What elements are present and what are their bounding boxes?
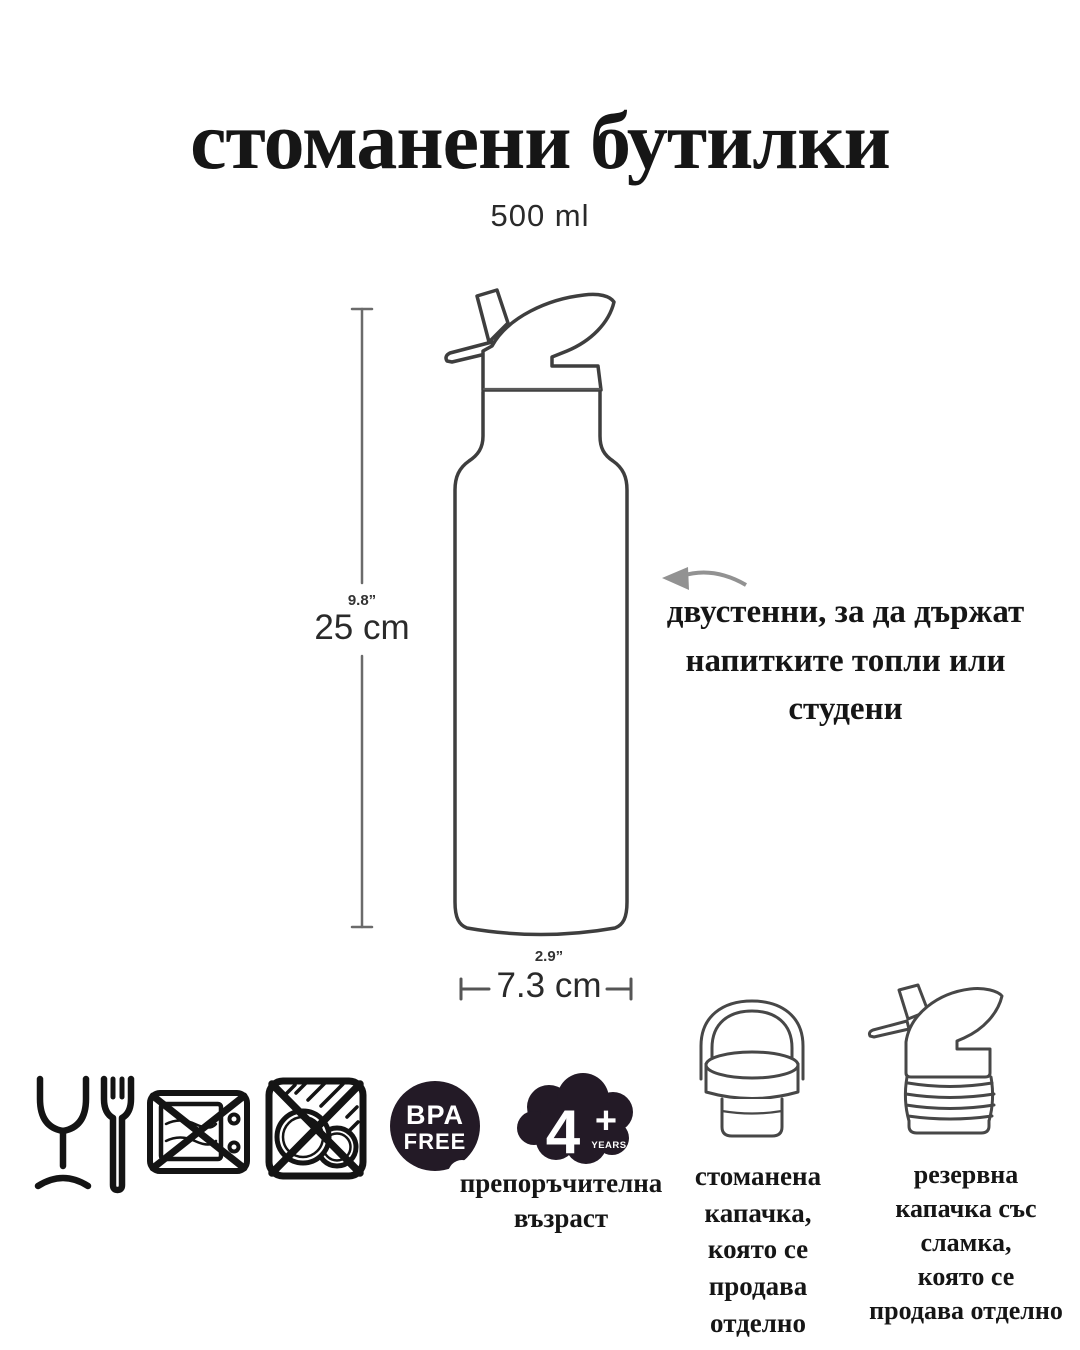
recommended-age-line1: препоръчителна <box>459 1168 663 1198</box>
recommended-age-line2: възраст <box>513 1203 609 1234</box>
bottle-straw-cap-drawing <box>446 290 614 390</box>
arrow-icon <box>662 567 746 590</box>
spare-straw-cap-drawing <box>869 985 1002 1133</box>
bpa-badge-line1: BPA <box>405 1100 465 1130</box>
height-cm-label: 25 cm <box>314 608 410 647</box>
spare-cap-caption-line2: капачка със <box>895 1194 1037 1224</box>
age-badge <box>517 1073 633 1167</box>
steel-cap-caption <box>672 1158 844 1342</box>
insulation-note-line2: напитките топли или <box>685 642 1006 679</box>
no-microwave-icon <box>150 1093 247 1171</box>
spare-cap-caption-line1: резервна <box>913 1160 1019 1189</box>
spare-cap-caption-line3: сламка, <box>920 1228 1012 1258</box>
steel-cap-caption-line5: отделно <box>710 1307 806 1338</box>
width-inches-label: 2.9” <box>534 948 564 965</box>
age-badge-plus: + <box>594 1100 618 1142</box>
food-safe-glass-fork-icon <box>38 1079 131 1190</box>
spare-cap-caption-line4: която се <box>917 1262 1015 1292</box>
insulation-note-line3: студени <box>788 691 903 727</box>
steel-cap-caption-line2: капачка, <box>704 1197 812 1228</box>
steel-cap-drawing <box>701 1001 803 1136</box>
page-title: стоманени бутилки <box>190 95 890 186</box>
spare-cap-caption-line5: продава отделно <box>869 1296 1063 1326</box>
capacity-label: 500 ml <box>490 198 590 233</box>
bottle-drawing <box>446 290 627 935</box>
insulation-note <box>638 588 1053 734</box>
bottle-body-outline <box>455 392 627 935</box>
insulation-note-line1: двустенни, за да държат <box>666 594 1025 630</box>
spare-straw-cap-caption <box>850 1158 1080 1328</box>
age-badge-unit: YEARS <box>591 1140 627 1151</box>
age-badge-number: 4 <box>545 1098 581 1167</box>
no-dishwasher-icon <box>269 1080 363 1176</box>
steel-cap-caption-line3: която се <box>707 1234 809 1265</box>
height-inches-label: 9.8” <box>347 592 377 609</box>
steel-cap-caption-line4: продава <box>708 1271 808 1302</box>
steel-cap-caption-line1: стоманена <box>694 1161 822 1191</box>
recommended-age-caption <box>430 1166 692 1236</box>
bpa-badge-line2: FREE <box>403 1129 467 1154</box>
width-cm-label: 7.3 cm <box>496 966 602 1005</box>
